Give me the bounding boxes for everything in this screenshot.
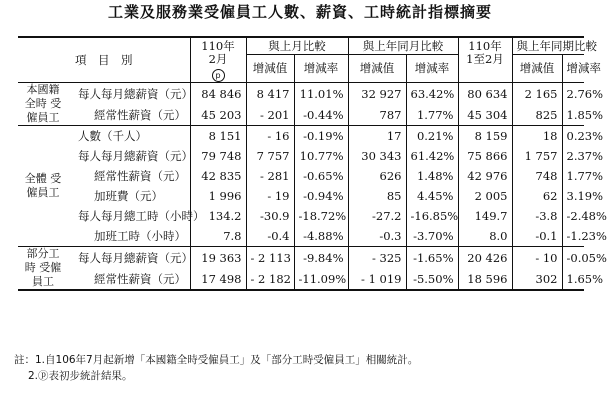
yoy-rate-cell: -16.85% xyxy=(406,206,458,226)
row-label: 經常性薪資（元） xyxy=(94,107,186,122)
yoy-rate-cell: -3.70% xyxy=(406,226,458,246)
value-cell: 45 203 xyxy=(190,104,246,126)
cum-yoy-value-cell: 748 xyxy=(512,166,562,186)
cum-value-cell: 149.7 xyxy=(458,206,512,226)
mom-rate-cell: -9.84% xyxy=(294,247,348,269)
mom-value-cell: -30.9 xyxy=(246,206,294,226)
mom-value-cell: - 201 xyxy=(246,104,294,126)
cum-yoy-value-cell: 302 xyxy=(512,268,562,290)
mom-rate-cell: -18.72% xyxy=(294,206,348,226)
summary-table xyxy=(18,36,607,291)
value-cell: 17 498 xyxy=(190,268,246,290)
mom-inc-value-header: 增減值 xyxy=(246,54,294,83)
yoy-value-cell: 787 xyxy=(348,104,406,126)
cum-value-cell: 8 159 xyxy=(458,126,512,146)
yoy-value-cell: -27.2 xyxy=(348,206,406,226)
cum-yoy-rate-cell: 1.65% xyxy=(562,268,584,290)
cum-value-cell: 45 304 xyxy=(458,104,512,126)
table-row xyxy=(18,104,584,126)
value-cell: 84 846 xyxy=(190,83,246,105)
value-cell: 19 363 xyxy=(190,247,246,269)
mom-rate-cell: -0.94% xyxy=(294,186,348,206)
cum-yoy-rate-cell: 2.37% xyxy=(562,146,584,166)
cum-value-cell: 20 426 xyxy=(458,247,512,269)
cum-yoy-value-cell: 2 165 xyxy=(512,83,562,105)
value-cell: 134.2 xyxy=(190,206,246,226)
mom-rate-cell: -0.44% xyxy=(294,104,348,126)
value-cell: 42 835 xyxy=(190,166,246,186)
cum-value-cell: 2 005 xyxy=(458,186,512,206)
yoy-rate-cell: 1.48% xyxy=(406,166,458,186)
cum-yoy-rate-cell: 1.85% xyxy=(562,104,584,126)
preliminary-mark xyxy=(190,67,246,83)
cum-value-cell: 8.0 xyxy=(458,226,512,246)
table-row xyxy=(18,247,584,269)
value-cell: 79 748 xyxy=(190,146,246,166)
value-cell: 1 996 xyxy=(190,186,246,206)
table-row xyxy=(18,126,584,146)
mom-rate-cell: 11.01% xyxy=(294,83,348,105)
footnote-2: 2.ⓟ表初步統計結果。 xyxy=(28,370,133,382)
cum-yoy-rate-cell: 3.19% xyxy=(562,186,584,206)
cum-yoy-value-cell: 825 xyxy=(512,104,562,126)
yoy-group-header: 與上年同月比較 xyxy=(348,37,458,54)
mom-rate-cell: 10.77% xyxy=(294,146,348,166)
mom-value-cell: -0.4 xyxy=(246,226,294,246)
mom-group-header: 與上月比較 xyxy=(246,37,348,54)
preliminary-circle-icon: p xyxy=(212,69,225,82)
mom-inc-rate-header: 增減率 xyxy=(294,54,348,83)
mom-rate-cell: -0.19% xyxy=(294,126,348,146)
page-title: 工業及服務業受僱員工人數、薪資、工時統計指標摘要 xyxy=(107,3,492,21)
cum-yoy-rate-cell: 2.76% xyxy=(562,83,584,105)
mom-value-cell: - 2 113 xyxy=(246,247,294,269)
cum-yoy-rate-cell: -0.05% xyxy=(562,247,584,269)
table-row xyxy=(18,166,584,186)
group-label: 本國籍 全時 受僱員工 xyxy=(24,83,62,124)
cum-yoy-value-cell: 1 757 xyxy=(512,146,562,166)
table-row xyxy=(18,206,584,226)
row-label: 每人每月總工時（小時） xyxy=(78,209,205,224)
cum-yoy-value-cell: -0.1 xyxy=(512,226,562,246)
row-label: 加班費（元） xyxy=(94,189,163,204)
yoy-value-cell: 32 927 xyxy=(348,83,406,105)
yoy-value-cell: -0.3 xyxy=(348,226,406,246)
mom-value-cell: 7 757 xyxy=(246,146,294,166)
table-row xyxy=(18,83,584,105)
value-cell: 7.8 xyxy=(190,226,246,246)
yoy-rate-cell: -5.50% xyxy=(406,268,458,290)
yoy-inc-rate-header: 增減率 xyxy=(406,54,458,83)
yoy-value-cell: 626 xyxy=(348,166,406,186)
footnote-1: 註：1.自106年7月起新增「本國籍全時受僱員工」及「部分工時受僱員工」相關統計。 xyxy=(14,354,419,366)
cum-yoy-group-header: 與上年同期比較 xyxy=(512,37,584,54)
yoy-rate-cell: 0.21% xyxy=(406,126,458,146)
mom-value-cell: - 19 xyxy=(246,186,294,206)
cum-yoy-rate-cell: -2.48% xyxy=(562,206,584,226)
table-row xyxy=(18,226,584,246)
row-label: 經常性薪資（元） xyxy=(68,268,190,290)
blank-cell xyxy=(458,67,512,83)
cum-header: 110年 1至2月 xyxy=(458,37,512,67)
item-header: 項 目 別 xyxy=(18,37,190,83)
row-label: 人數（千人） xyxy=(68,126,190,146)
cum-yoy-value-cell: 18 xyxy=(512,126,562,146)
cum-yoy-rate-cell: -1.23% xyxy=(562,226,584,246)
cum-yoy-value-cell: -3.8 xyxy=(512,206,562,226)
row-label: 每人每月總薪資（元） xyxy=(78,86,193,101)
yoy-rate-cell: -1.65% xyxy=(406,247,458,269)
value-cell: 8 151 xyxy=(190,126,246,146)
cum-inc-rate-header: 增減率 xyxy=(562,54,584,83)
table-row xyxy=(18,268,584,290)
footnotes xyxy=(14,352,418,384)
row-label: 經常性薪資（元） xyxy=(94,168,186,183)
cum-value-cell: 80 634 xyxy=(458,83,512,105)
yoy-rate-cell: 63.42% xyxy=(406,83,458,105)
yoy-rate-cell: 61.42% xyxy=(406,146,458,166)
cum-yoy-rate-cell: 1.77% xyxy=(562,166,584,186)
mom-rate-cell: -11.09% xyxy=(294,268,348,290)
yoy-value-cell: - 325 xyxy=(348,247,406,269)
cum-value-cell: 18 596 xyxy=(458,268,512,290)
yoy-inc-value-header: 增減值 xyxy=(348,54,406,83)
cum-yoy-value-cell: 62 xyxy=(512,186,562,206)
month-header: 110年 2月 xyxy=(190,37,246,67)
group-label: 全體 受僱員工 xyxy=(18,126,68,247)
yoy-value-cell: 30 343 xyxy=(348,146,406,166)
yoy-value-cell: - 1 019 xyxy=(348,268,406,290)
cum-yoy-value-cell: - 10 xyxy=(512,247,562,269)
row-label: 每人每月總薪資（元） xyxy=(68,247,190,269)
cum-yoy-rate-cell: 0.23% xyxy=(562,126,584,146)
table-row xyxy=(18,146,584,166)
row-label: 加班工時（小時） xyxy=(94,229,186,244)
mom-rate-cell: -4.88% xyxy=(294,226,348,246)
yoy-value-cell: 85 xyxy=(348,186,406,206)
yoy-rate-cell: 1.77% xyxy=(406,104,458,126)
yoy-rate-cell: 4.45% xyxy=(406,186,458,206)
cum-inc-value-header: 增減值 xyxy=(512,54,562,83)
table-row xyxy=(18,186,584,206)
row-label: 每人每月總薪資（元） xyxy=(78,148,193,163)
mom-value-cell: - 16 xyxy=(246,126,294,146)
mom-value-cell: 8 417 xyxy=(246,83,294,105)
mom-value-cell: - 281 xyxy=(246,166,294,186)
mom-rate-cell: -0.65% xyxy=(294,166,348,186)
cum-value-cell: 42 976 xyxy=(458,166,512,186)
group-label: 部分工時 受僱員工 xyxy=(18,247,68,291)
mom-value-cell: - 2 182 xyxy=(246,268,294,290)
yoy-value-cell: 17 xyxy=(348,126,406,146)
cum-value-cell: 75 866 xyxy=(458,146,512,166)
